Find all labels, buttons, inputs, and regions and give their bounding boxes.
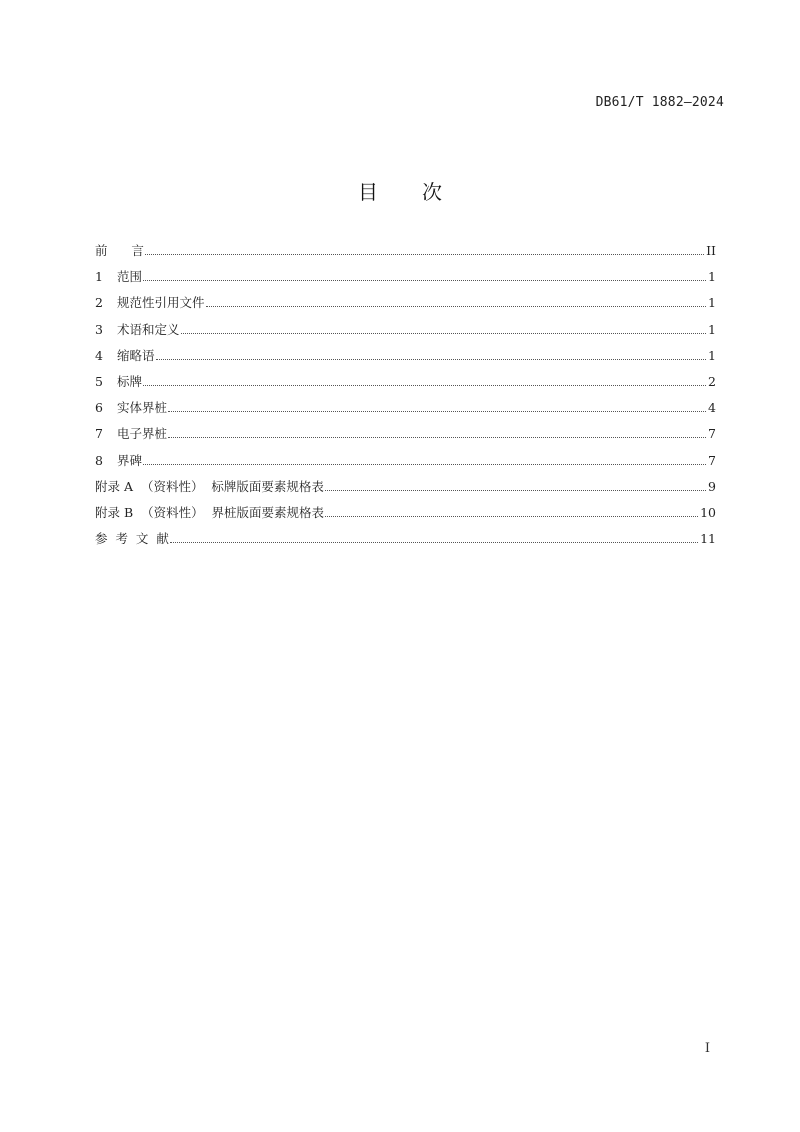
toc-label: 标牌: [117, 373, 143, 389]
title-char-2: 次: [422, 180, 442, 204]
toc-entry-2[interactable]: [95, 293, 716, 319]
leader-dots: [206, 305, 707, 307]
toc-label: 范围: [117, 269, 143, 285]
leader-dots: [181, 332, 707, 334]
toc-label: 术语和定义: [117, 321, 180, 337]
toc-label: 附录 A （资料性） 标牌版面要素规格表: [95, 478, 324, 494]
toc-entry-1[interactable]: [95, 267, 716, 293]
page-title: [0, 176, 800, 205]
toc-num: 6: [95, 400, 103, 416]
toc-num: 8: [95, 452, 103, 468]
toc-page: 7: [708, 452, 716, 468]
toc-num: 2: [95, 295, 103, 311]
leader-dots: [325, 489, 706, 491]
toc-entry-references[interactable]: [95, 529, 716, 555]
toc-entry-foreword[interactable]: [95, 241, 716, 267]
leader-dots: [156, 358, 707, 360]
toc-num: 1: [95, 269, 103, 285]
toc-label: 参 考 文 献: [95, 531, 169, 547]
toc-page: 9: [708, 478, 716, 494]
toc-page: II: [706, 243, 716, 258]
toc-num: 5: [95, 373, 103, 389]
toc-num: 7: [95, 426, 103, 442]
leader-dots: [143, 279, 706, 281]
toc-num: 3: [95, 321, 103, 337]
toc-entry-appendix-b[interactable]: [95, 503, 716, 529]
standard-code: DB61/T 1882—2024: [595, 95, 724, 110]
toc-page: 1: [708, 347, 716, 363]
toc-page: 10: [700, 504, 716, 520]
toc-page: 11: [700, 531, 716, 547]
leader-dots: [145, 253, 704, 255]
toc-label: 电子界桩: [117, 426, 168, 442]
toc-label: 前 言: [95, 243, 144, 258]
toc-page: 7: [708, 426, 716, 442]
page-number: I: [704, 1041, 710, 1056]
leader-dots: [170, 541, 698, 543]
leader-dots: [168, 410, 706, 412]
toc-page: 2: [708, 373, 716, 389]
leader-dots: [325, 515, 698, 517]
toc-entry-4[interactable]: [95, 346, 716, 372]
toc-num: 4: [95, 347, 103, 363]
toc-page: 1: [708, 321, 716, 337]
toc-label: 附录 B （资料性） 界桩版面要素规格表: [95, 504, 325, 520]
table-of-contents: [95, 241, 716, 555]
toc-label: 实体界桩: [117, 400, 168, 416]
toc-entry-7[interactable]: [95, 424, 716, 450]
leader-dots: [143, 463, 706, 465]
toc-entry-appendix-a[interactable]: [95, 477, 716, 503]
toc-label: 规范性引用文件: [117, 295, 205, 311]
leader-dots: [168, 436, 706, 438]
toc-entry-3[interactable]: [95, 320, 716, 346]
toc-entry-8[interactable]: [95, 451, 716, 477]
toc-page: 1: [708, 269, 716, 285]
toc-label: 缩略语: [117, 347, 155, 363]
title-char-1: 目: [358, 180, 378, 204]
toc-entry-6[interactable]: [95, 398, 716, 424]
toc-label: 界碑: [117, 452, 143, 468]
toc-page: 4: [708, 400, 716, 416]
leader-dots: [143, 384, 706, 386]
toc-page: 1: [708, 295, 716, 311]
toc-entry-5[interactable]: [95, 372, 716, 398]
